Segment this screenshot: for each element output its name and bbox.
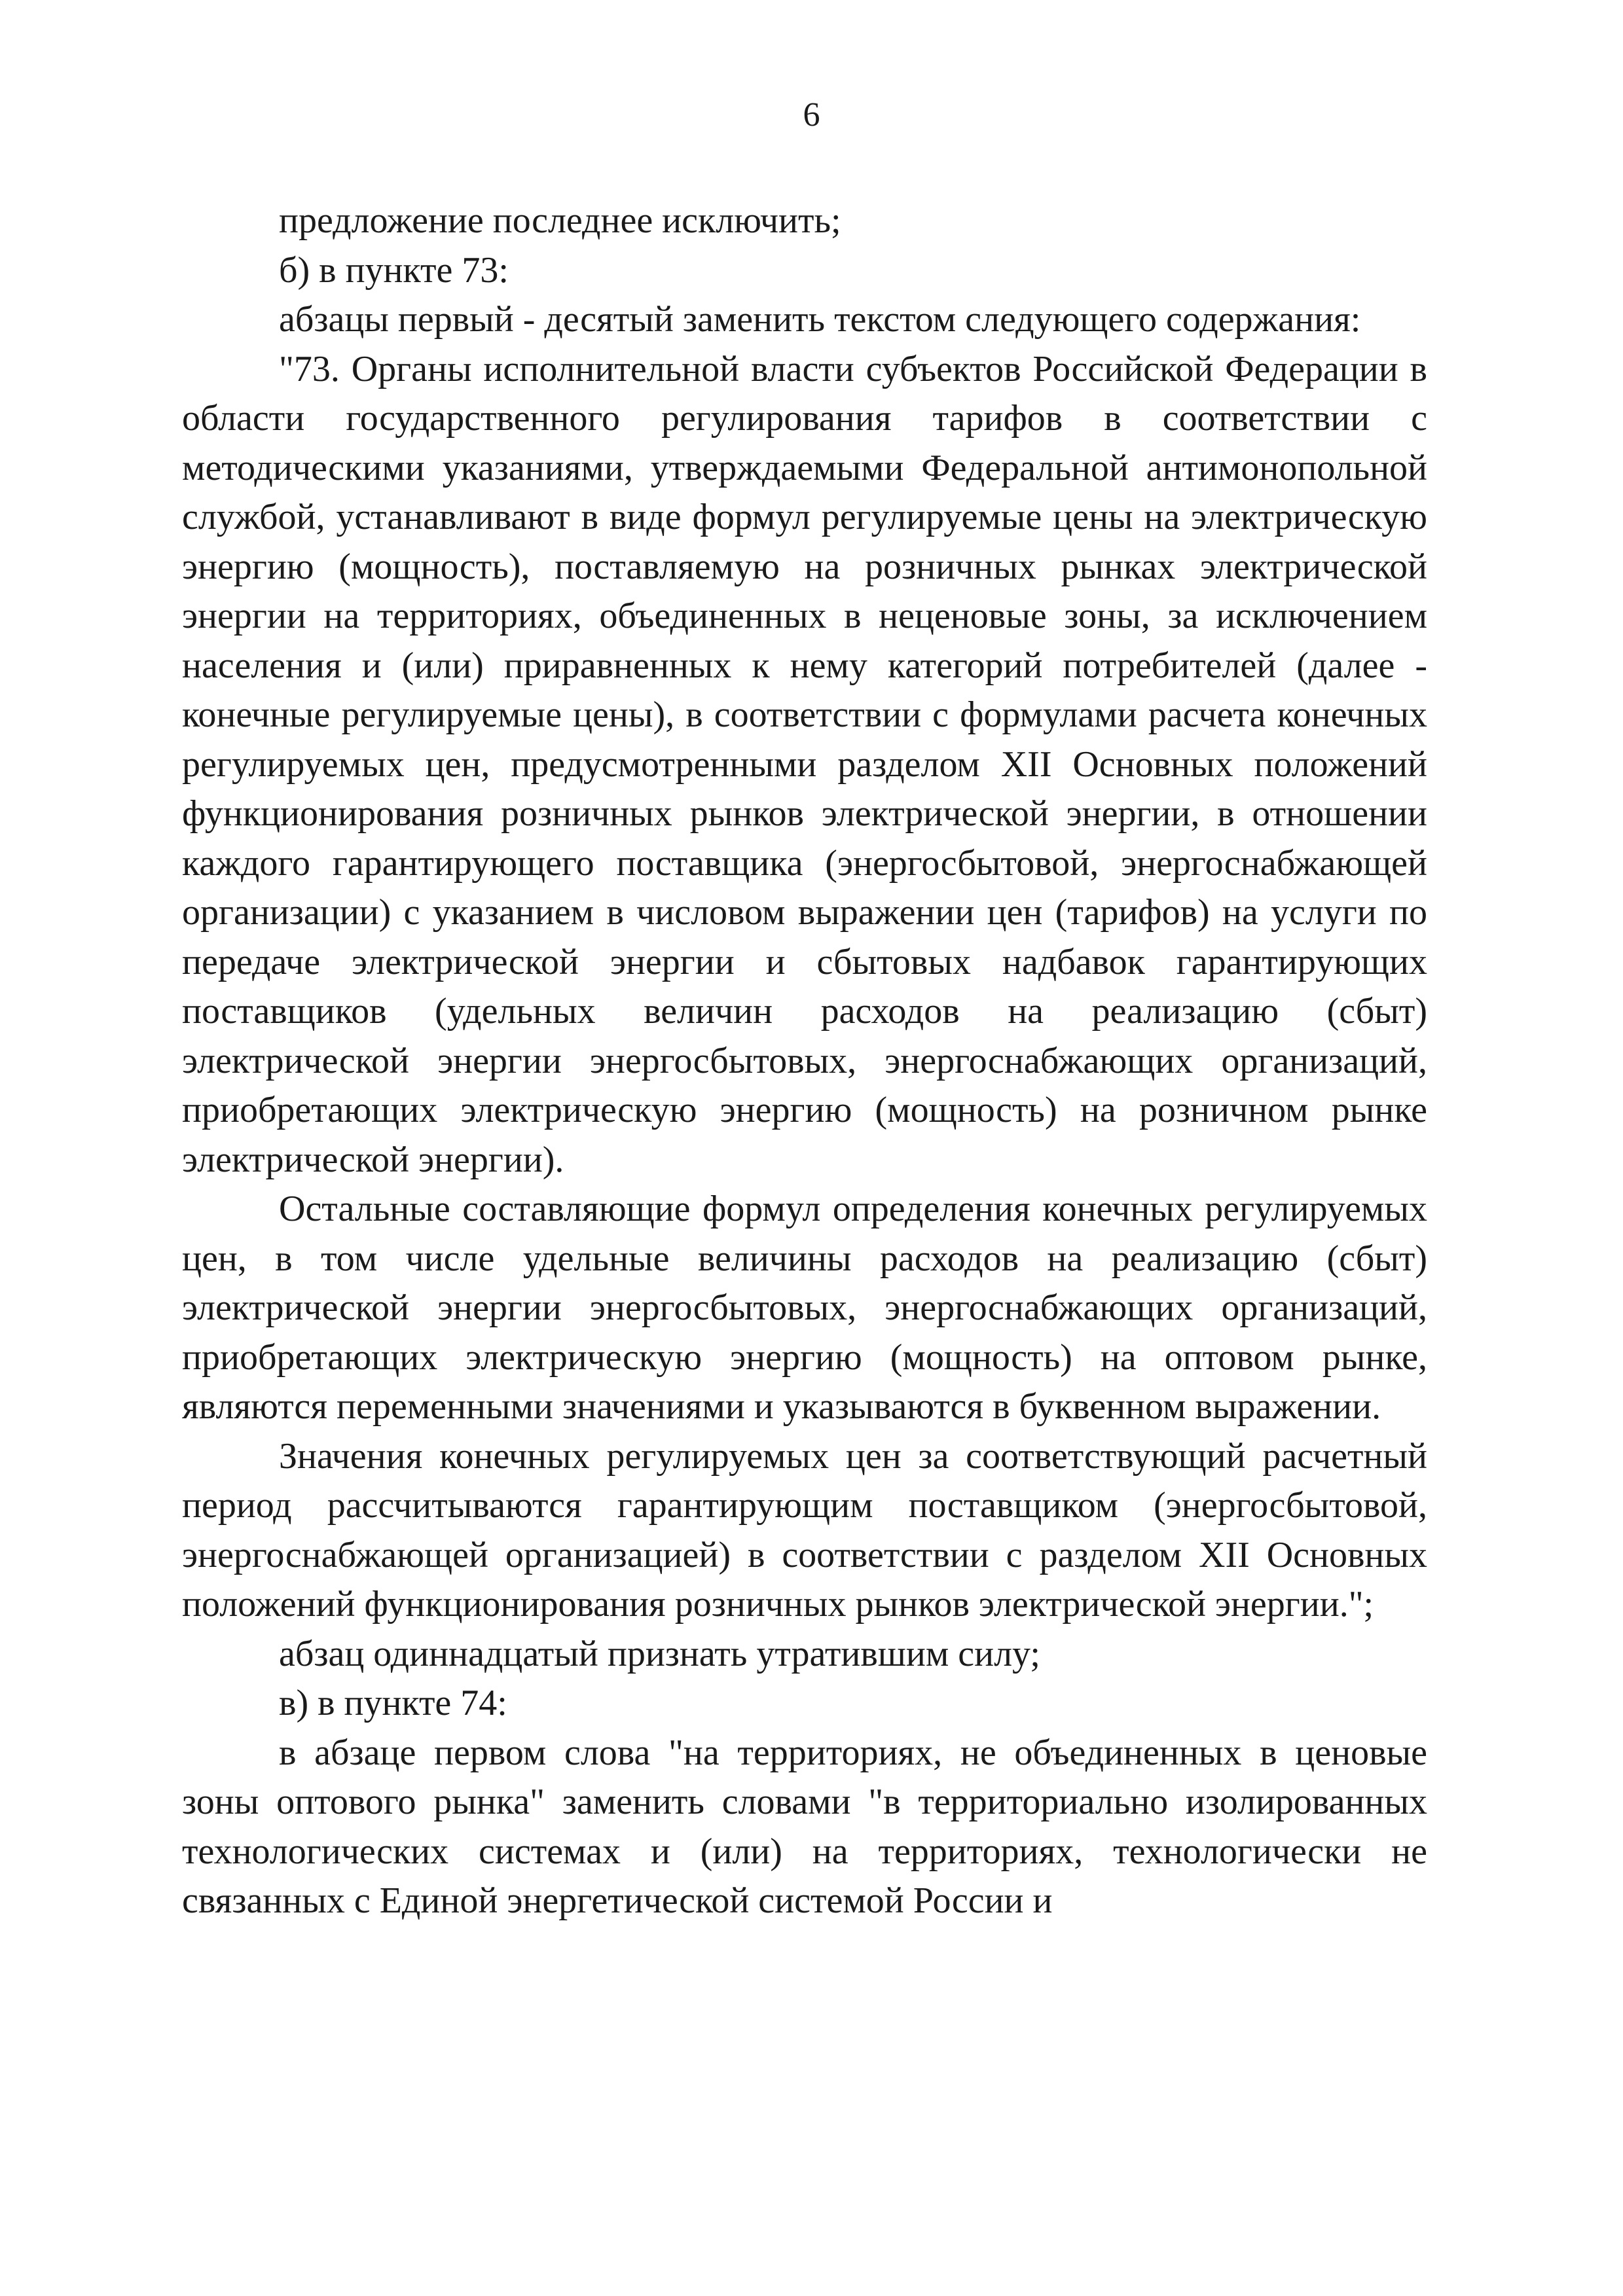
paragraph: предложение последнее исключить; xyxy=(279,200,841,241)
paragraph: Остальные составляющие формул определения конечных регулируемых цен, в том числе удельные величины расходов на реализацию (сбыт) электрической энергии энергосбытовых, энергоснабжающих организаций, приобретающих электрическую энергию (мощность) на оптовом рынке, являются переменными значениями и указываются в буквенном выражении. xyxy=(182,1189,1427,1427)
page-number: 6 xyxy=(803,96,820,134)
paragraph: "73. Органы исполнительной власти субъектов Российской Федерации в области государственного регулирования тарифов в соответствии с методическими указаниями, утверждаемыми Федеральной антимонопольной службой, устанавливают в виде формул регулируемые цены на электрическую энергию (мощность), поставляемую на розничных рынках электрической энергии на территориях, объединенных в неценовые зоны, за исключением населения и (или) приравненных к нему категорий потребителей (далее - конечные регулируемые цены), в соответствии с формулами расчета конечных регулируемых цен, предусмотренными разделом XII Основных положений функционирования розничных рынков электрической энергии, в отношении каждого гарантирующего поставщика (энергосбытовой, энергоснабжающей организации) с указанием в числовом выражении цен (тарифов) на услуги по передаче электрической энергии и сбытовых надбавок гарантирующих поставщиков (удельных величин расходов на реализацию (сбыт) электрической энергии энергосбытовых, энергоснабжающих организаций, приобретающих электрическую энергию (мощность) на розничном рынке электрической энергии). xyxy=(182,348,1427,1180)
paragraph: абзацы первый - десятый заменить текстом следующего содержания: xyxy=(279,299,1361,340)
paragraph: абзац одиннадцатый признать утратившим силу; xyxy=(279,1633,1040,1674)
paragraph: б) в пункте 73: xyxy=(279,249,509,291)
paragraph: Значения конечных регулируемых цен за соответствующий расчетный период рассчитываются гарантирующим поставщиком (энергосбытовой, энергоснабжающей организацией) в соответствии с разделом XII Основных положений функционирования розничных рынков электрической энергии."; xyxy=(182,1435,1427,1624)
paragraph: в абзаце первом слова "на территориях, не объединенных в ценовые зоны оптового рынка" заменить словами "в территориально изолированных технологических системах и (или) на территориях, технологически не связанных с Единой энергетической системой России и xyxy=(182,1732,1427,1921)
document-body xyxy=(182,196,1427,1926)
paragraph: в) в пункте 74: xyxy=(279,1683,507,1723)
